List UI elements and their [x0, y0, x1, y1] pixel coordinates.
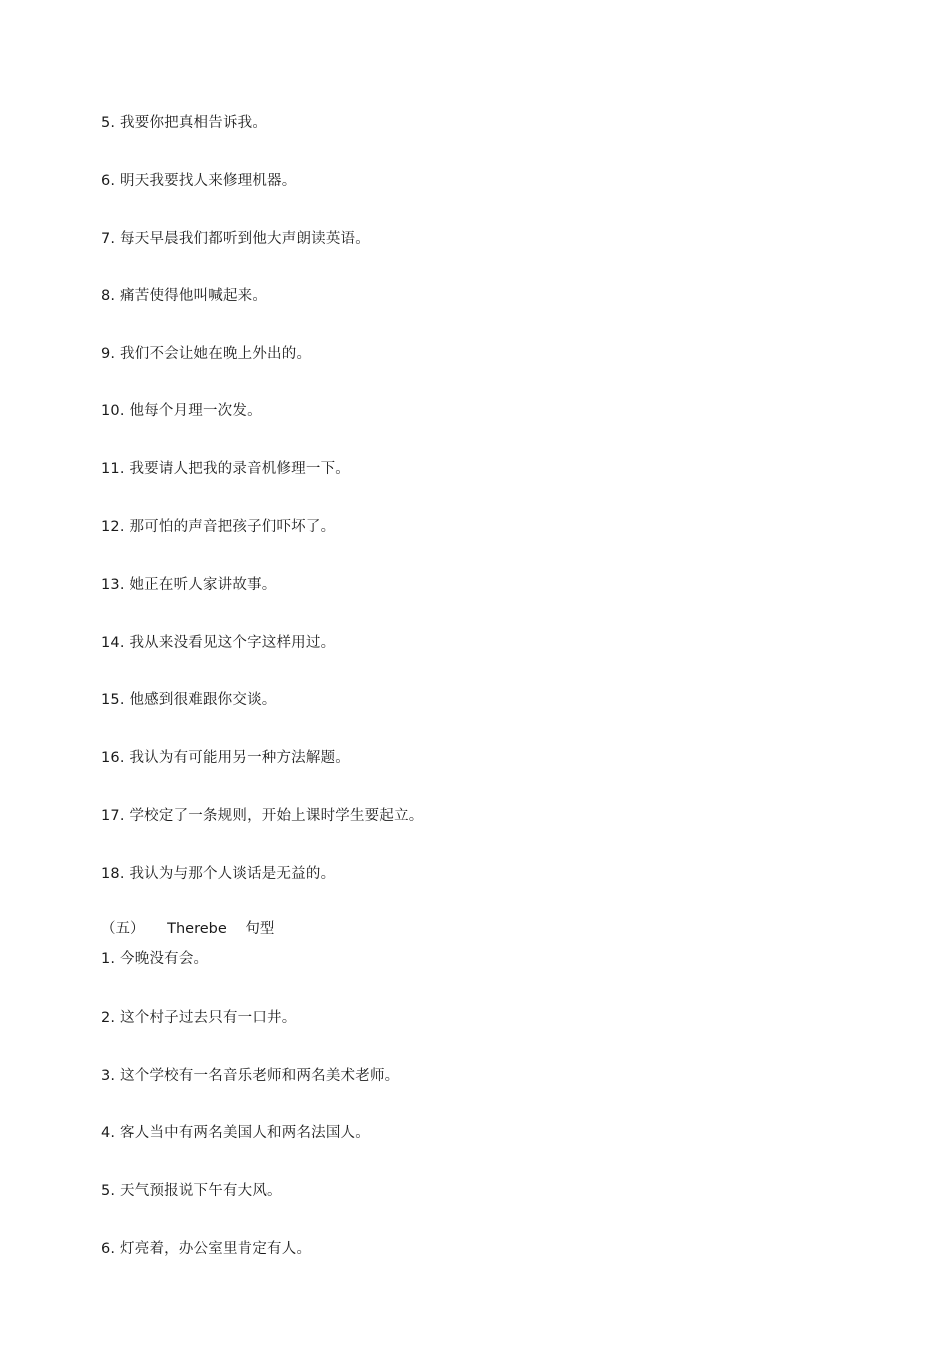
sentence-item: 17. 学校定了一条规则，开始上课时学生要起立。: [101, 808, 424, 824]
sentence-item: 7. 每天早晨我们都听到他大声朗读英语。: [101, 231, 370, 247]
sentence-item: 5. 天气预报说下午有大风。: [101, 1183, 282, 1199]
section-heading: [101, 920, 274, 938]
sentence-item: 5. 我要你把真相告诉我。: [101, 115, 268, 131]
sentence-item: 1. 今晚没有会。: [101, 951, 209, 967]
sentence-item: 8. 痛苦使得他叫喊起来。: [101, 288, 268, 304]
sentence-item: 6. 灯亮着，办公室里肯定有人。: [101, 1241, 312, 1257]
sentence-item: 16. 我认为有可能用另一种方法解题。: [101, 750, 350, 766]
sentence-item: 4. 客人当中有两名美国人和两名法国人。: [101, 1125, 370, 1141]
sentence-item: 2. 这个村子过去只有一口井。: [101, 1010, 297, 1026]
sentence-item: 9. 我们不会让她在晚上外出的。: [101, 346, 312, 362]
sentence-item: 12. 那可怕的声音把孩子们吓坏了。: [101, 519, 336, 535]
sentence-item: 18. 我认为与那个人谈话是无益的。: [101, 866, 336, 882]
sentence-item: 13. 她正在听人家讲故事。: [101, 577, 277, 593]
sentence-item: 15. 他感到很难跟你交谈。: [101, 692, 277, 708]
sentence-item: 6. 明天我要找人来修理机器。: [101, 173, 297, 189]
sentence-item: 3. 这个学校有一名音乐老师和两名美术老师。: [101, 1068, 400, 1084]
sentence-item: 14. 我从来没看见这个字这样用过。: [101, 635, 336, 651]
section-number: （五）: [101, 921, 145, 937]
sentence-item: 10. 他每个月理一次发。: [101, 403, 262, 419]
section-title-zh: 句型: [245, 921, 275, 937]
sentence-item: 11. 我要请人把我的录音机修理一下。: [101, 461, 350, 477]
section-title-en: Therebe: [167, 921, 227, 937]
